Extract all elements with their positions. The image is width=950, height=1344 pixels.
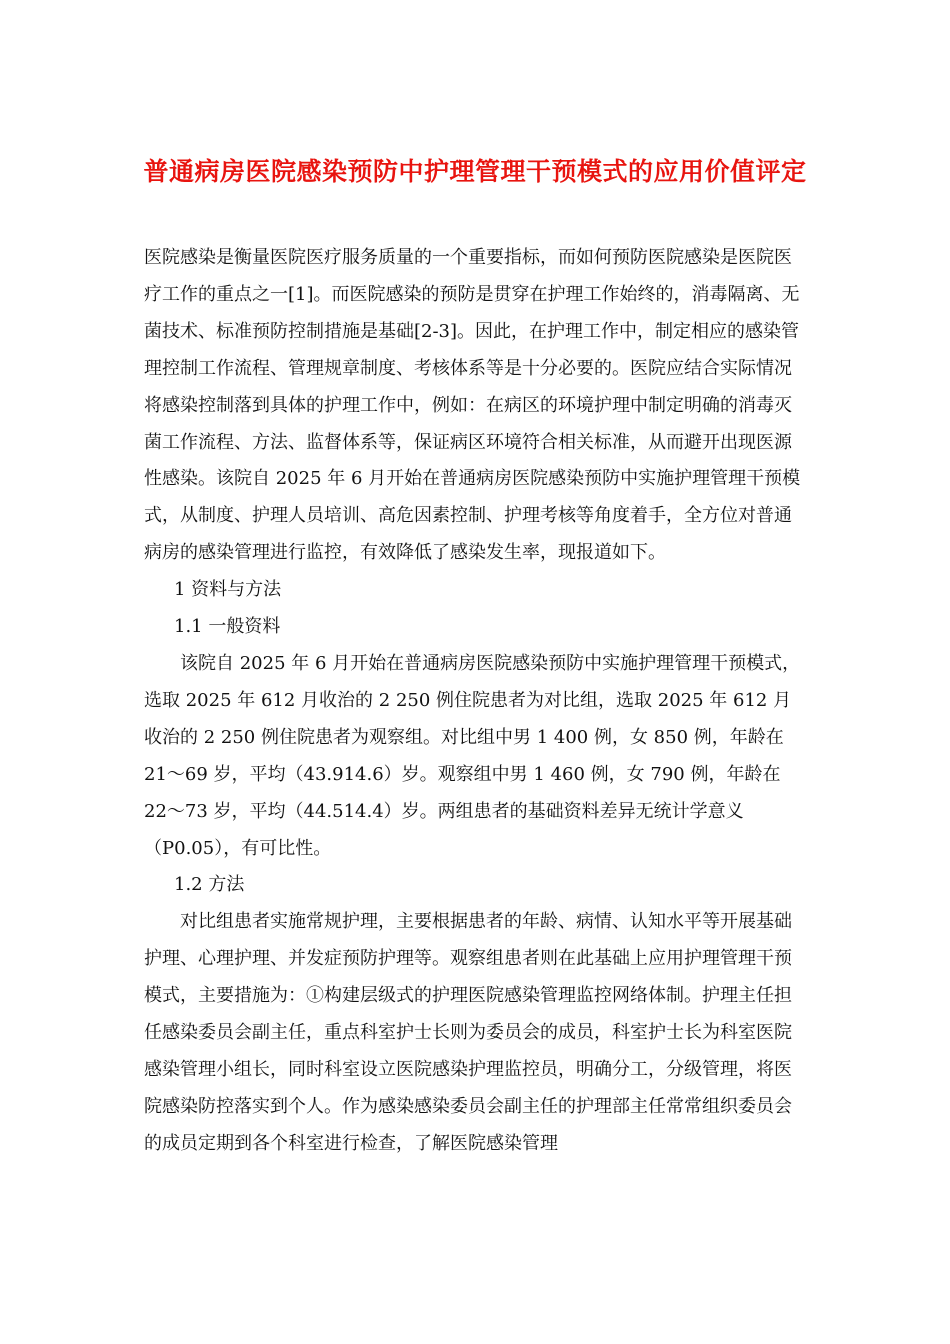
paragraph-method: 对比组患者实施常规护理，主要根据患者的年龄、病情、认知水平等开展基础护理、心理护理、并发症预防护理等。观察组患者则在此基础上应用护理管理干预模式，主要措施为：①构建层级式的护理医院感染管理监控网络体制。护理主任担任感染委员会副主任，重点科室护士长则为委员会的成员，科室护士长为科室医院感染管理小组长，同时科室设立医院感染护理监控员，明确分工，分级管理，将医院感染防控落实到个人。作为感染感染委员会副主任的护理部主任常常组织委员会的成员定期到各个科室进行检查，了解医院感染管理	[144, 911, 792, 1154]
paragraph-general-info: 该院自 2025 年 6 月开始在普通病房医院感染预防中实施护理管理干预模式，选取 2025 年 612 月收治的 2 250 例住院患者为对比组，选取 2025 年 612 月收治的 2 250 例住院患者为观察组。对比组中男 1 400 例，女 850 例，年龄在 21～69 岁，平均（43.914.6）岁。观察组中男 1 460 例，女 790 例，年龄在 22～73 岁，平均（44.514.4）岁。两组患者的基础资料差异无统计学意义（P0.05），有可比性。	[144, 652, 801, 859]
subsection-heading: 1.2 方法	[174, 874, 245, 896]
subsection-heading: 1.1 一般资料	[174, 616, 281, 638]
paragraph-intro: 医院感染是衡量医院医疗服务质量的一个重要指标，而如何预防医院感染是医院医疗工作的重点之一[1]。而医院感染的预防是贯穿在护理工作始终的，消毒隔离、无菌技术、标准预防控制措施是基础[2-3]。因此，在护理工作中，制定相应的感染管理控制工作流程、管理规章制度、考核体系等是十分必要的。医院应结合实际情况将感染控制落到具体的护理工作中，例如：在病区的环境护理中制定明确的消毒灭菌工作流程、方法、监督体系等，保证病区环境符合相关标准，从而避开出现医源性感染。该院自 2025 年 6 月开始在普通病房医院感染预防中实施护理管理干预模式，从制度、护理人员培训、高危因素控制、护理考核等角度着手，全方位对普通病房的感染管理进行监控，有效降低了感染发生率，现报道如下。	[144, 247, 801, 564]
section-heading: 1 资料与方法	[174, 579, 282, 601]
document-body	[144, 240, 806, 1163]
document-title: 普通病房医院感染预防中护理管理干预模式的应用价值评定	[143, 157, 807, 186]
